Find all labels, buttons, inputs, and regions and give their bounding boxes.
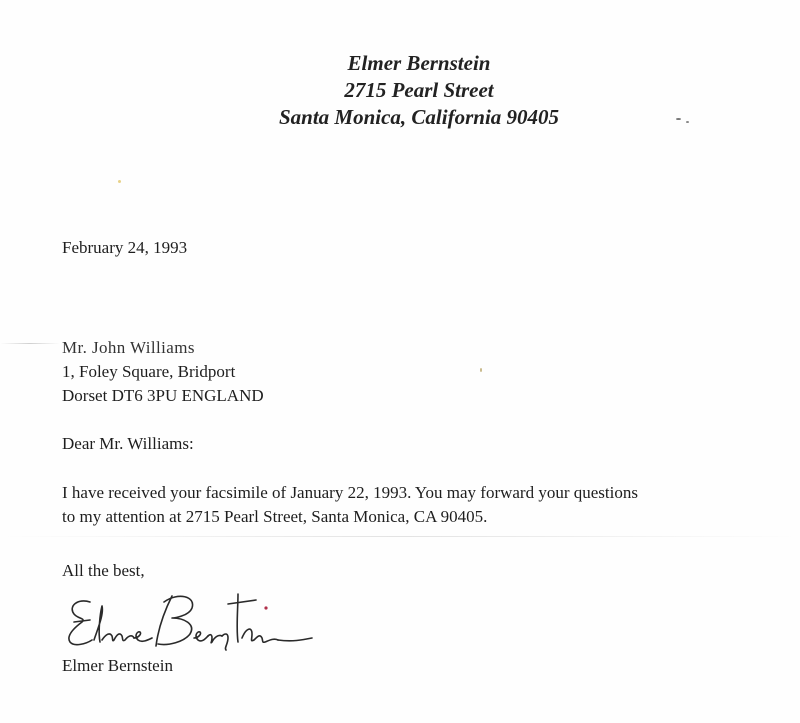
fold-line-top (0, 343, 60, 344)
paper-speck (118, 180, 121, 183)
recipient-address (62, 336, 264, 408)
paper-speck (480, 368, 482, 372)
recipient-name: Mr. John Williams (62, 338, 195, 357)
letter-date: February 24, 1993 (62, 238, 188, 257)
fold-line-bottom (0, 536, 800, 537)
letterhead-street: 2715 Pearl Street (344, 78, 494, 102)
handwritten-signature (60, 588, 320, 654)
salutation: Dear Mr. Williams: (62, 434, 194, 453)
recipient-address-line2: Dorset DT6 3PU ENGLAND (62, 386, 264, 405)
closing: All the best, (62, 561, 145, 580)
letter-body (62, 481, 638, 529)
letterhead (0, 50, 800, 131)
letterhead-city: Santa Monica, California 90405 (278, 105, 560, 129)
letterhead-name: Elmer Bernstein (347, 51, 491, 75)
letter-body-line1: I have received your facsimile of January 22, 1993. You may forward your questions (62, 483, 638, 502)
recipient-address-line1: 1, Foley Square, Bridport (62, 362, 236, 381)
signer-name: Elmer Bernstein (62, 656, 173, 675)
letter-body-line2: to my attention at 2715 Pearl Street, Santa Monica, CA 90405. (62, 507, 488, 526)
